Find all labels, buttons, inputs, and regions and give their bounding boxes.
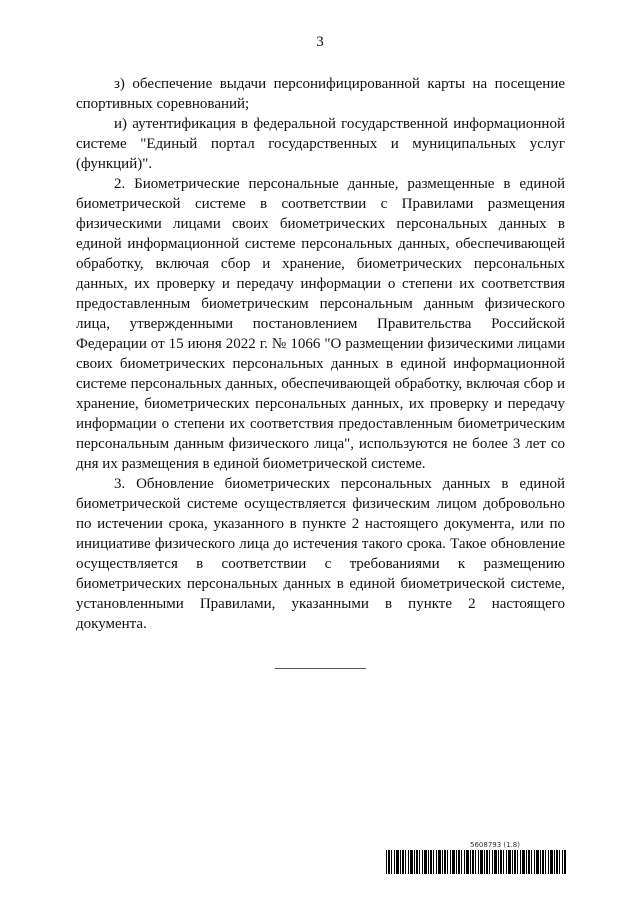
end-divider [275,668,366,669]
barcode [386,850,566,874]
document-code: 5608793 (1.8) [470,841,520,849]
paragraph-item-i: и) аутентификация в федеральной государственной информационной системе "Единый портал государственных и муниципальных услуг (функций)". [76,116,565,172]
document-body [76,74,565,634]
paragraph-item-z: з) обеспечение выдачи персонифицированной карты на посещение спортивных соревнований; [76,76,565,112]
paragraph-clause-2: 2. Биометрические персональные данные, размещенные в единой биометрической системе в соответствии с Правилами размещения физическими лицами своих биометрических персональных данных в единой информационной системе персональных данных, обеспечивающей обработку, включая сбор и хранение, биометрических персональных данных, их проверку и передачу информации о степени их соответствия предоставленным биометрическим персональным данным физического лица, утвержденными постановлением Правительства Российской Федерации от 15 июня 2022 г. № 1066 "О размещении физическими лицами своих биометрических персональных данных в единой информационной системе персональных данных, обеспечивающей обработку, включая сбор и хранение, биометрических персональных данных, их проверку и передачу информации о степени их соответствия предоставленным биометрическим персональным данным физического лица", используются не более 3 лет со дня их размещения в единой биометрической системе. [76,176,565,472]
paragraph-clause-3: 3. Обновление биометрических персональных данных в единой биометрической системе осуществляется физическим лицом добровольно по истечении срока, указанного в пункте 2 настоящего документа, или по инициативе физического лица до истечения такого срока. Такое обновление осуществляется в соответствии с требованиями к размещению биометрических персональных данных в единой биометрической системе, установленными Правилами, указанными в пункте 2 настоящего документа. [76,476,565,632]
page-number: 3 [316,34,324,50]
